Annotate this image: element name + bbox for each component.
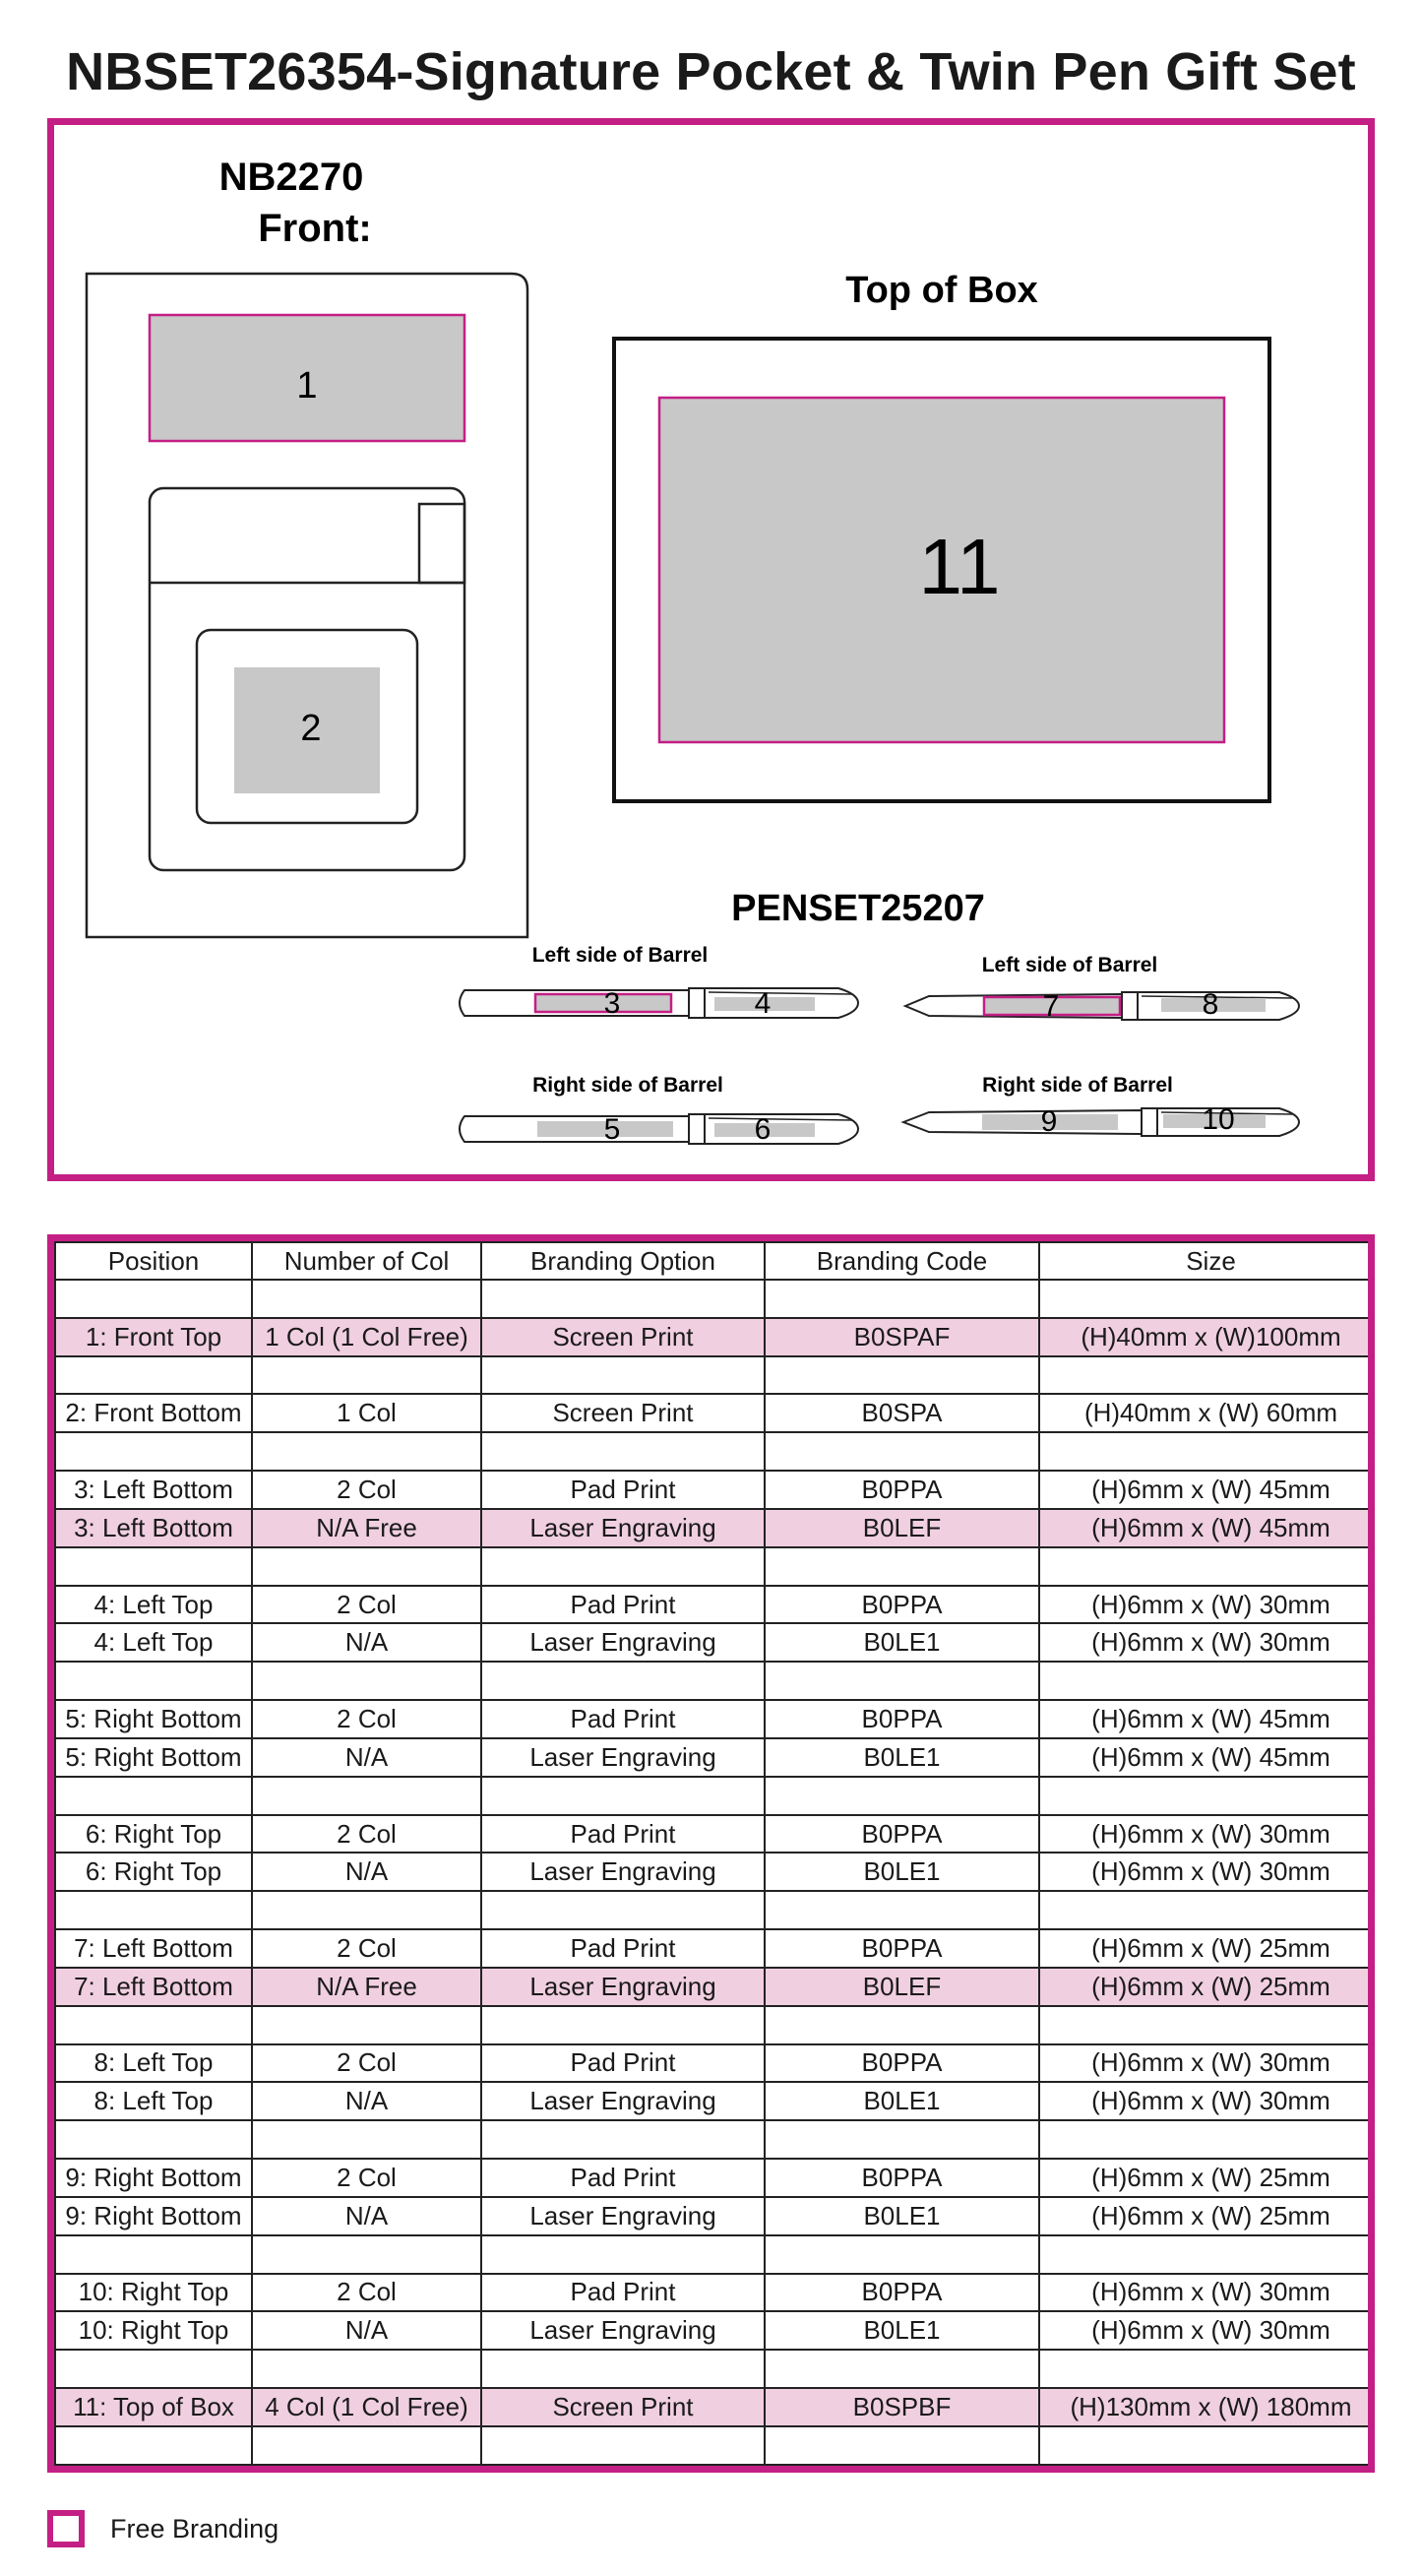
penset-code: PENSET25207	[731, 888, 985, 929]
legend-label: Free Branding	[110, 2514, 279, 2544]
table-cell: 6: Right Top	[55, 1853, 252, 1891]
print-area-4-number: 4	[754, 986, 772, 1020]
table-cell: (H)6mm x (W) 25mm	[1039, 1929, 1375, 1968]
table-cell: 2 Col	[252, 1586, 481, 1624]
table-cell	[252, 1547, 481, 1586]
table-row	[55, 2197, 1375, 2235]
pen-2-right	[460, 1074, 858, 1146]
branding-table-frame	[47, 1234, 1375, 2473]
table-cell: 4 Col (1 Col Free)	[252, 2388, 481, 2426]
table-cell: B0SPBF	[765, 2388, 1039, 2426]
table-cell	[481, 1662, 765, 1700]
table-cell: B0PPA	[765, 1471, 1039, 1509]
table-cell: Laser Engraving	[481, 2311, 765, 2350]
table-cell: 7: Left Bottom	[55, 1929, 252, 1968]
table-cell	[55, 1891, 252, 1929]
table-cell	[765, 1662, 1039, 1700]
table-cell: (H)6mm x (W) 30mm	[1039, 2311, 1375, 2350]
table-cell	[765, 1777, 1039, 1815]
page-title: NBSET26354-Signature Pocket & Twin Pen Gift Set	[66, 42, 1356, 101]
table-cell: B0PPA	[765, 2159, 1039, 2197]
table-cell: Screen Print	[481, 2388, 765, 2426]
table-cell	[1039, 1547, 1375, 1586]
table-body	[55, 1280, 1375, 2465]
table-cell: (H)6mm x (W) 30mm	[1039, 2274, 1375, 2312]
header-position: Position	[55, 1242, 252, 1280]
table-row	[55, 1356, 1375, 1395]
table-cell	[765, 2426, 1039, 2465]
table-cell: 3: Left Bottom	[55, 1471, 252, 1509]
table-cell: Laser Engraving	[481, 2082, 765, 2120]
table-row	[55, 2426, 1375, 2465]
table-cell	[55, 2120, 252, 2159]
table-cell: B0LE1	[765, 1623, 1039, 1662]
pen-1-left	[460, 944, 858, 1020]
table-row	[55, 2120, 1375, 2159]
table-cell	[55, 1356, 252, 1395]
table-cell: B0LEF	[765, 1509, 1039, 1547]
table-row	[55, 2159, 1375, 2197]
table-row	[55, 1738, 1375, 1777]
table-row	[55, 1318, 1375, 1356]
table-cell: Pad Print	[481, 1700, 765, 1738]
table-cell: B0LE1	[765, 2082, 1039, 2120]
table-cell: (H)6mm x (W) 25mm	[1039, 2197, 1375, 2235]
table-cell	[765, 1547, 1039, 1586]
table-cell: B0LE1	[765, 1853, 1039, 1891]
table-cell	[55, 1547, 252, 1586]
table-cell	[1039, 1662, 1375, 1700]
table-cell: B0SPAF	[765, 1318, 1039, 1356]
print-area-10-number: 10	[1202, 1102, 1235, 1136]
table-cell: Screen Print	[481, 1394, 765, 1432]
table-row	[55, 1777, 1375, 1815]
table-cell: B0LE1	[765, 2311, 1039, 2350]
table-cell: B0LEF	[765, 1968, 1039, 2006]
table-cell: Pad Print	[481, 1929, 765, 1968]
table-cell	[481, 1891, 765, 1929]
table-cell: Pad Print	[481, 1815, 765, 1853]
table-cell: B0LE1	[765, 2197, 1039, 2235]
table-cell	[481, 1356, 765, 1395]
table-row	[55, 2350, 1375, 2388]
table-cell: B0PPA	[765, 1586, 1039, 1624]
table-row	[55, 2044, 1375, 2083]
table-cell: B0PPA	[765, 2274, 1039, 2312]
table-cell: 2 Col	[252, 1815, 481, 1853]
table-cell	[481, 2350, 765, 2388]
table-cell	[481, 1547, 765, 1586]
table-cell	[1039, 1280, 1375, 1318]
table-cell: B0PPA	[765, 1700, 1039, 1738]
pen-loop	[419, 504, 464, 583]
table-cell: 1: Front Top	[55, 1318, 252, 1356]
table-cell	[481, 1432, 765, 1471]
table-cell: Laser Engraving	[481, 1509, 765, 1547]
table-row	[55, 1968, 1375, 2006]
table-cell: 8: Left Top	[55, 2044, 252, 2083]
notebook-side: Front:	[258, 207, 372, 250]
pen-4-right	[903, 1074, 1299, 1138]
table-cell	[481, 1777, 765, 1815]
table-cell: 1 Col (1 Col Free)	[252, 1318, 481, 1356]
table-cell: Laser Engraving	[481, 1853, 765, 1891]
table-cell	[252, 1280, 481, 1318]
header-size: Size	[1039, 1242, 1375, 1280]
table-cell: B0PPA	[765, 2044, 1039, 2083]
pen-1-label: Left side of Barrel	[531, 944, 709, 967]
table-cell: N/A Free	[252, 1509, 481, 1547]
table-cell	[1039, 1777, 1375, 1815]
table-cell: B0SPA	[765, 1394, 1039, 1432]
table-cell: Screen Print	[481, 1318, 765, 1356]
table-row	[55, 2274, 1375, 2312]
pen-3-label: Left side of Barrel	[981, 954, 1158, 976]
table-cell: (H)6mm x (W) 25mm	[1039, 1968, 1375, 2006]
table-cell: Pad Print	[481, 1471, 765, 1509]
table-cell: B0LE1	[765, 1738, 1039, 1777]
table-row	[55, 1700, 1375, 1738]
table-cell: B0PPA	[765, 1929, 1039, 1968]
table-row	[55, 1586, 1375, 1624]
table-row	[55, 1432, 1375, 1471]
table-cell	[55, 2235, 252, 2274]
table-cell	[1039, 1356, 1375, 1395]
table-cell	[765, 2006, 1039, 2044]
branding-table	[54, 1241, 1375, 2466]
table-row	[55, 1547, 1375, 1586]
table-cell: 5: Right Bottom	[55, 1738, 252, 1777]
table-cell: B0PPA	[765, 1815, 1039, 1853]
table-cell	[765, 1432, 1039, 1471]
table-cell: 2 Col	[252, 1929, 481, 1968]
table-cell: 9: Right Bottom	[55, 2159, 252, 2197]
table-row	[55, 1623, 1375, 1662]
table-cell: (H)130mm x (W) 180mm	[1039, 2388, 1375, 2426]
table-cell	[55, 1432, 252, 1471]
table-cell: 2: Front Bottom	[55, 1394, 252, 1432]
table-cell: N/A	[252, 1738, 481, 1777]
table-cell	[252, 2426, 481, 2465]
table-cell: 2 Col	[252, 2044, 481, 2083]
table-cell	[481, 2006, 765, 2044]
table-cell: 1 Col	[252, 1394, 481, 1432]
table-cell: Pad Print	[481, 1586, 765, 1624]
table-cell	[765, 2235, 1039, 2274]
table-cell: Laser Engraving	[481, 2197, 765, 2235]
table-cell: (H)40mm x (W)100mm	[1039, 1318, 1375, 1356]
table-cell	[252, 1891, 481, 1929]
table-cell: N/A Free	[252, 1968, 481, 2006]
table-cell: Pad Print	[481, 2159, 765, 2197]
pen-3-left	[905, 954, 1299, 1023]
table-cell: (H)6mm x (W) 30mm	[1039, 1815, 1375, 1853]
table-row	[55, 2388, 1375, 2426]
table-cell: (H)6mm x (W) 30mm	[1039, 2082, 1375, 2120]
table-cell	[1039, 1891, 1375, 1929]
table-row	[55, 2235, 1375, 2274]
table-cell: (H)6mm x (W) 45mm	[1039, 1738, 1375, 1777]
table-cell	[765, 1280, 1039, 1318]
table-cell	[252, 1662, 481, 1700]
table-row	[55, 1662, 1375, 1700]
table-cell: 2 Col	[252, 1471, 481, 1509]
print-area-7-number: 7	[1042, 989, 1060, 1023]
table-cell	[765, 1356, 1039, 1395]
print-area-8-number: 8	[1202, 987, 1219, 1021]
notebook-code: NB2270	[218, 156, 364, 199]
table-cell	[55, 2006, 252, 2044]
table-cell	[481, 2235, 765, 2274]
box-drawing	[614, 270, 1269, 801]
table-row	[55, 2006, 1375, 2044]
table-cell	[481, 2426, 765, 2465]
table-cell	[1039, 2350, 1375, 2388]
table-cell	[55, 1777, 252, 1815]
table-row	[55, 2311, 1375, 2350]
table-cell: 4: Left Top	[55, 1586, 252, 1624]
table-cell	[765, 2120, 1039, 2159]
table-cell: 10: Right Top	[55, 2274, 252, 2312]
table-cell	[55, 1662, 252, 1700]
table-cell: 2 Col	[252, 1700, 481, 1738]
table-row	[55, 1891, 1375, 1929]
table-cell	[481, 2120, 765, 2159]
print-area-1-number: 1	[296, 365, 318, 408]
table-cell: N/A	[252, 2082, 481, 2120]
table-cell: 10: Right Top	[55, 2311, 252, 2350]
table-row	[55, 1815, 1375, 1853]
table-cell	[1039, 2426, 1375, 2465]
table-cell: Pad Print	[481, 2274, 765, 2312]
print-area-6-number: 6	[754, 1112, 772, 1146]
table-cell: (H)6mm x (W) 45mm	[1039, 1509, 1375, 1547]
print-area-11-number: 11	[918, 523, 1001, 611]
table-cell: 4: Left Top	[55, 1623, 252, 1662]
notebook-drawing	[87, 156, 527, 937]
table-cell: Laser Engraving	[481, 1738, 765, 1777]
table-cell: 8: Left Top	[55, 2082, 252, 2120]
table-row	[55, 1471, 1375, 1509]
table-cell: 11: Top of Box	[55, 2388, 252, 2426]
pen-2-label: Right side of Barrel	[532, 1074, 723, 1097]
table-cell	[252, 1432, 481, 1471]
table-cell	[252, 2006, 481, 2044]
table-cell: (H)6mm x (W) 45mm	[1039, 1471, 1375, 1509]
table-cell	[252, 2235, 481, 2274]
table-cell	[252, 1356, 481, 1395]
table-cell	[55, 2426, 252, 2465]
table-cell: (H)6mm x (W) 30mm	[1039, 1586, 1375, 1624]
table-cell	[1039, 2235, 1375, 2274]
branding-diagram	[0, 0, 1422, 1191]
table-cell: (H)40mm x (W) 60mm	[1039, 1394, 1375, 1432]
table-row	[55, 1280, 1375, 1318]
header-branding-option: Branding Option	[481, 1242, 765, 1280]
table-row	[55, 1853, 1375, 1891]
table-row	[55, 1509, 1375, 1547]
table-cell	[1039, 2006, 1375, 2044]
table-cell: 2 Col	[252, 2159, 481, 2197]
table-cell: 7: Left Bottom	[55, 1968, 252, 2006]
table-cell: (H)6mm x (W) 30mm	[1039, 1623, 1375, 1662]
print-area-3-number: 3	[603, 986, 621, 1020]
print-area-5-number: 5	[603, 1112, 621, 1146]
table-row	[55, 2082, 1375, 2120]
table-cell	[765, 2350, 1039, 2388]
pen-4-label: Right side of Barrel	[982, 1074, 1173, 1097]
table-cell	[1039, 2120, 1375, 2159]
table-cell: Laser Engraving	[481, 1623, 765, 1662]
table-cell	[481, 1280, 765, 1318]
table-cell: (H)6mm x (W) 25mm	[1039, 2159, 1375, 2197]
table-row	[55, 1929, 1375, 1968]
table-cell: 5: Right Bottom	[55, 1700, 252, 1738]
table-cell: 2 Col	[252, 2274, 481, 2312]
table-cell: (H)6mm x (W) 45mm	[1039, 1700, 1375, 1738]
table-cell	[252, 1777, 481, 1815]
table-cell	[55, 2350, 252, 2388]
table-cell: N/A	[252, 2311, 481, 2350]
table-cell	[765, 1891, 1039, 1929]
header-branding-code: Branding Code	[765, 1242, 1039, 1280]
table-row	[55, 1394, 1375, 1432]
print-area-9-number: 9	[1040, 1104, 1058, 1138]
table-cell: N/A	[252, 2197, 481, 2235]
table-cell: (H)6mm x (W) 30mm	[1039, 2044, 1375, 2083]
table-cell	[1039, 1432, 1375, 1471]
table-cell: Laser Engraving	[481, 1968, 765, 2006]
table-header-row	[55, 1242, 1375, 1280]
table-cell: 9: Right Bottom	[55, 2197, 252, 2235]
table-cell: 6: Right Top	[55, 1815, 252, 1853]
table-cell: N/A	[252, 1623, 481, 1662]
header-number-of-col: Number of Col	[252, 1242, 481, 1280]
table-cell: (H)6mm x (W) 30mm	[1039, 1853, 1375, 1891]
table-cell	[55, 1280, 252, 1318]
table-cell	[252, 2350, 481, 2388]
box-label: Top of Box	[845, 270, 1038, 311]
free-branding-swatch	[47, 2510, 85, 2547]
table-cell: Pad Print	[481, 2044, 765, 2083]
print-area-2-number: 2	[300, 708, 322, 750]
table-cell	[252, 2120, 481, 2159]
table-cell: 3: Left Bottom	[55, 1509, 252, 1547]
table-cell: N/A	[252, 1853, 481, 1891]
